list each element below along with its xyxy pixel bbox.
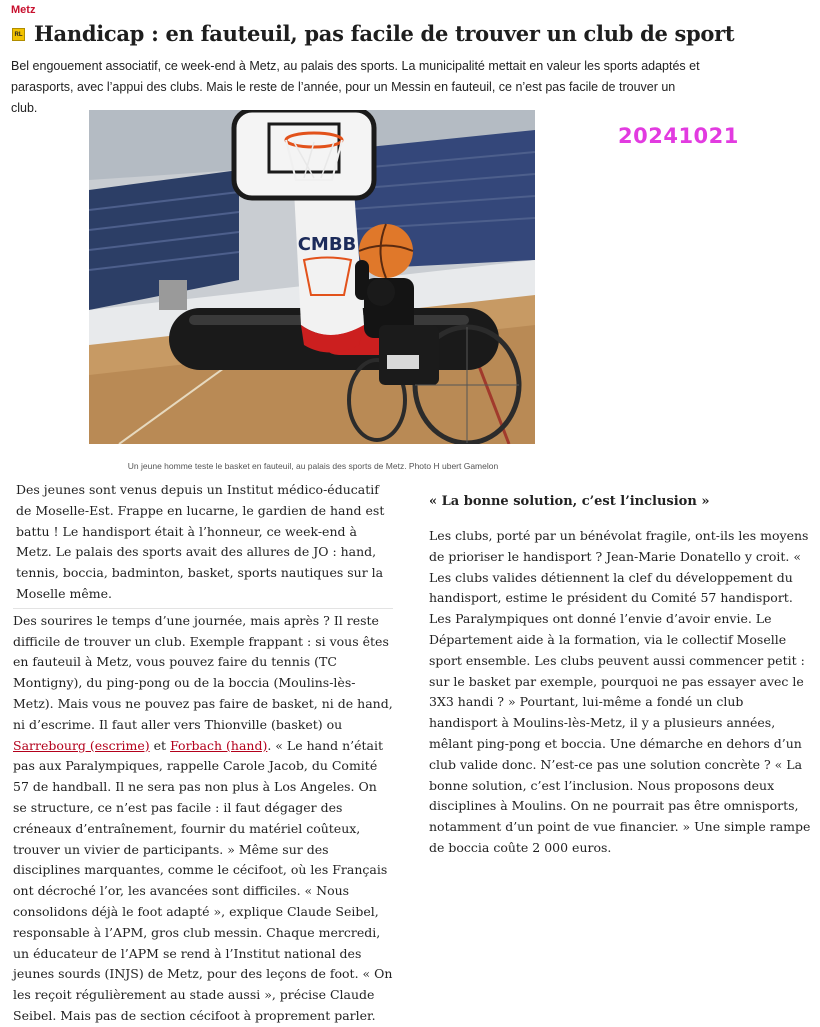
date-stamp: 20241021 <box>618 124 739 148</box>
body-paragraph-2-text-a: Des sourires le temps d’une journée, mais après ? Il reste difficile de trouver un club. Exemple frappant : si vous êtes en fauteuil à Metz, vous pouvez faire du tennis (TC Montigny), du ping-pong ou de la boccia (Moulins-lès-Metz). Mais vous ne pouvez pas faire de basket, ni de hand, ni d’escrime. Il faut aller vers Thionville (basket) ou <box>13 612 393 732</box>
body-paragraph-2 <box>13 611 393 1027</box>
article-photo[interactable] <box>89 110 535 444</box>
body-paragraph-1: Des jeunes sont venus depuis un Institut médico-éducatif de Moselle-Est. Frappe en lucarne, le gardien de hand est battu ! Le handisport était à l’honneur, ce week-end à Metz. Le palais des sports avait des allures de JO : hand, tennis, boccia, badminton, basket, sports nautiques sur la Moselle même. <box>13 480 393 609</box>
article-title: Handicap : en fauteuil, pas facile de trouver un club de sport <box>34 21 735 46</box>
body-paragraph-2-text-c: . « Le hand n’était pas aux Paralympiques, rappelle Carole Jacob, du Comité 57 de handball. Il ne sera pas non plus à Los Angeles. On se structure, ce n’est pas facile : il faut dégager des créneaux d’entraînement, fournir du matériel coûteux, trouver un vivier de participants. » Même sur des disciplines marquantes, comme le cécifoot, où les Français ont décroché l’or, les avancées sont difficiles. « Nous consolidons déjà le foot adapté », explique Claude Seibel, responsable à l’APM, gros club messin. Chaque mercredi, un éducateur de l’APM se rend à l’Institut national des jeunes sourds (INJS) de Metz, pour des leçons de foot. « On les reçoit régulièrement au stade aussi », précise Claude Seibel. Mais pas de section cécifoot à proprement parler. <box>13 737 393 1023</box>
photo-illustration <box>89 110 535 444</box>
title-row <box>12 21 734 46</box>
photo-logo-text: CMBB <box>297 234 357 255</box>
article-body-right <box>429 492 814 859</box>
article-body-left <box>13 480 393 1027</box>
link-forbach-hand[interactable]: Forbach (hand) <box>170 737 268 753</box>
section-label[interactable]: Metz <box>11 4 36 16</box>
body-paragraph-2-text-b: et <box>149 737 171 753</box>
article-lead: Bel engouement associatif, ce week-end à Metz, au palais des sports. La municipalité mettait en valeur les sports adaptés et parasports, avec l’appui des clubs. Mais le reste de l’année, pour un Messin en fauteuil, ce n’est pas facile de trouver un club. <box>11 59 700 115</box>
body-paragraph-3: Les clubs, porté par un bénévolat fragile, ont-ils les moyens de prioriser le handisport ? Jean-Marie Donatello y croit. « Les clubs valides détiennent la clef du développement du handisport, estime le président du Comité 57 handisport. Les Paralympiques ont donné l’envie d’avoir envie. Le Département aide à la formation, via le collectif Moselle sport ensemble. Les clubs peuvent aussi commencer petit : sur le basket par exemple, pourquoi ne pas essayer avec le 3X3 handi ? » Pourtant, lui-même a fondé un club handisport à Moulins-lès-Metz, il y a plusieurs années, mêlant ping-pong et boccia. Une démarche en dehors d’un club valide donc. N’est-ce pas une solution concrète ? « La bonne solution, c’est l’inclusion. Nous proposons deux disciplines à Moulins. On ne pourrait pas être omnisports, notamment d’un point de vue financier. » Une simple rampe de boccia coûte 2 000 euros. <box>429 528 811 855</box>
rl-badge-icon: RL <box>12 28 25 41</box>
article-subtitle: « La bonne solution, c’est l’inclusion » <box>429 494 710 509</box>
link-sarrebourg-escrime[interactable]: Sarrebourg (escrime) <box>13 737 150 753</box>
photo-caption: Un jeune homme teste le basket en fauteuil, au palais des sports de Metz. Photo H ubert Gamelon <box>127 461 499 471</box>
